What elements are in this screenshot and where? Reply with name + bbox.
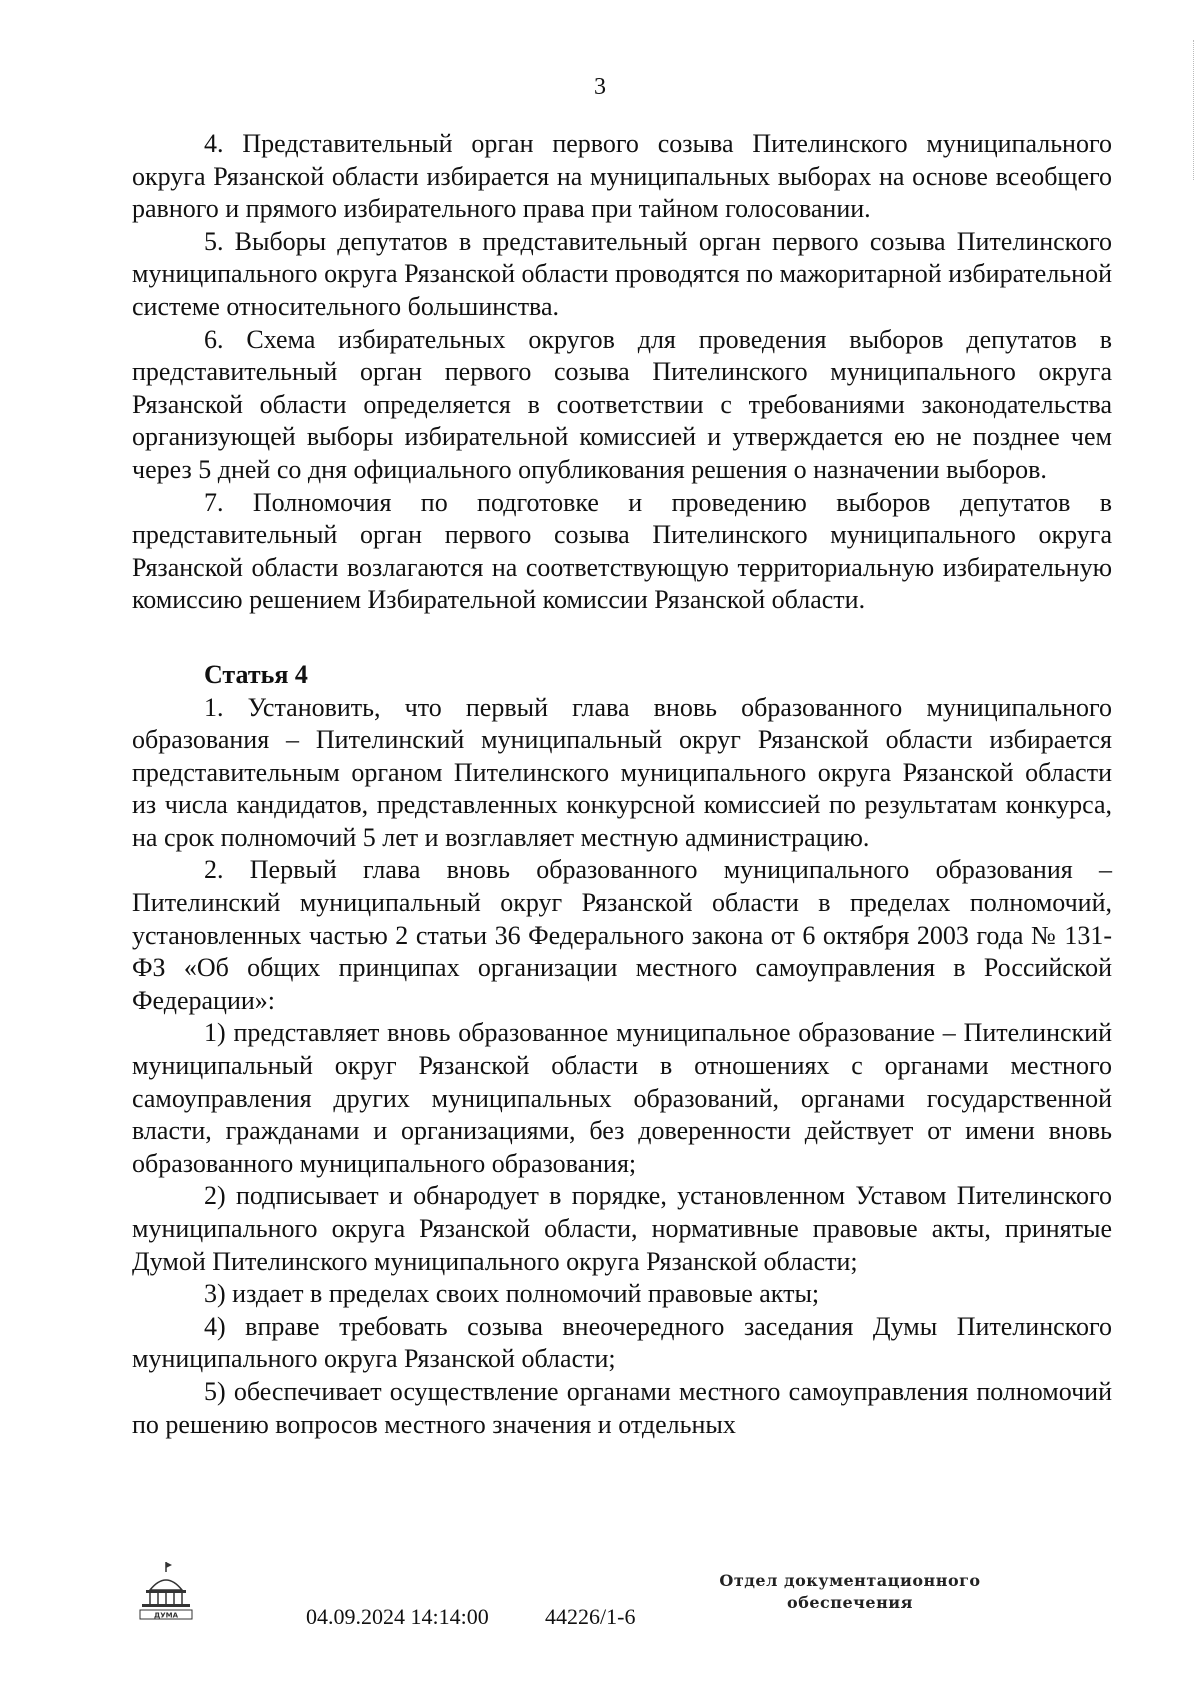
- subitem-2: 2) подписывает и обнародует в порядке, установленном Уставом Пителинского муниципального округа Рязанской области, нормативные правовые акты, принятые Думой Пителинского муниципального округа Рязанской области;: [132, 1181, 1112, 1276]
- article-paragraph-1: 1. Установить, что первый глава вновь образованного муниципального образования – Пителинский муниципальный округ Рязанской области избирается представительным органом Пителинского муниципального округа Рязанской области из числа кандидатов, представленных конкурсной комиссией по результатам конкурса, на срок полномочий 5 лет и возглавляет местную администрацию.: [132, 692, 1112, 852]
- subitem-3: 3) издает в пределах своих полномочий правовые акты;: [204, 1279, 820, 1309]
- paragraph-item-4: 4. Представительный орган первого созыва Пителинского муниципального округа Рязанской области избирается на муниципальных выборах на основе всеобщего равного и прямого избирательного права при тайном голосовании.: [132, 129, 1112, 224]
- stamp-line-2: обеспечения: [787, 1593, 913, 1612]
- footer-date-time: 04.09.2024 14:14:00: [306, 1604, 489, 1629]
- document-body: [132, 128, 1112, 1441]
- paragraph-item-7: 7. Полномочия по подготовке и проведению выборов депутатов в представительный орган первого созыва Пителинского муниципального округа Рязанской области возлагаются на соответствующую территориальную избирательную комиссию решением Избирательной комиссии Рязанской области.: [132, 487, 1112, 615]
- page-number: 3: [594, 74, 606, 100]
- duma-building-logo-icon: [138, 1560, 194, 1620]
- subitem-1: 1) представляет вновь образованное муниципальное образование – Пителинский муниципальный округ Рязанской области в отношениях с органами местного самоуправления других муниципальных образований, органами государственной власти, гражданами и организациями, без доверенности действует от имени вновь образованного муниципального образования;: [132, 1018, 1112, 1178]
- footer-registration-number: 44226/1-6: [545, 1604, 636, 1629]
- document-footer: [0, 1560, 1200, 1660]
- scan-edge-mark: [1191, 40, 1194, 180]
- logo-text: ДУМА: [153, 1611, 179, 1620]
- article-heading: Статья 4: [204, 659, 308, 689]
- paragraph-item-6: 6. Схема избирательных округов для проведения выборов депутатов в представительный орган первого созыва Пителинского муниципального округа Рязанской области определяется в соответствии с требованиями законодательства организующей выборы избирательной комиссией и утверждается ею не позднее чем через 5 дней со дня официального опубликования решения о назначении выборов.: [132, 324, 1112, 484]
- paragraph-item-5: 5. Выборы депутатов в представительный орган первого созыва Пителинского муниципального округа Рязанской области проводятся по мажоритарной избирательной системе относительного большинства.: [132, 226, 1112, 321]
- department-stamp: [700, 1570, 1000, 1614]
- subitem-4: 4) вправе требовать созыва внеочередного заседания Думы Пителинского муниципального округа Рязанской области;: [132, 1311, 1112, 1374]
- stamp-line-1: Отдел документационного: [719, 1571, 981, 1590]
- article-paragraph-2: 2. Первый глава вновь образованного муниципального образования – Пителинский муниципальный округ Рязанской области в пределах полномочий, установленных частью 2 статьи 36 Федерального закона от 6 октября 2003 года № 131-ФЗ «Об общих принципах организации местного самоуправления в Российской Федерации»:: [132, 855, 1112, 1015]
- subitem-5: 5) обеспечивает осуществление органами местного самоуправления полномочий по решению вопросов местного значения и отдельных: [132, 1376, 1112, 1439]
